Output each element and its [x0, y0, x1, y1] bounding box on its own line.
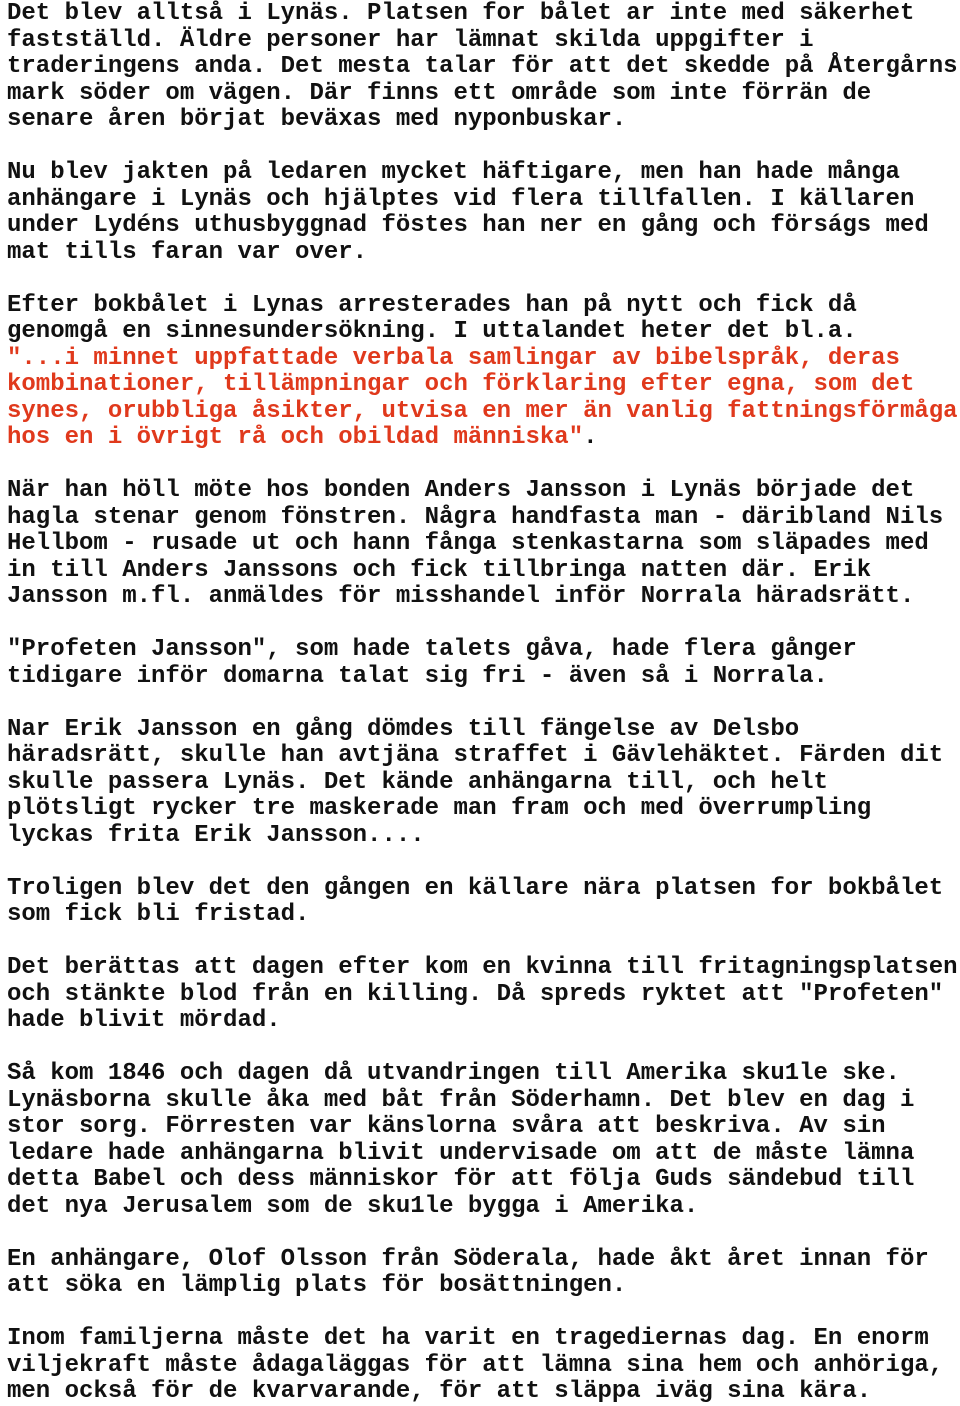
text-line: men också för de kvarvarande, för att släppa iväg sina kära.: [7, 1378, 872, 1405]
text-line: Inom familjerna måste det ha varit en tragediernas dag. En enorm: [7, 1325, 929, 1352]
text-line: att söka en lämplig plats för bosättningen.: [7, 1272, 627, 1299]
text-line: plötsligt rycker tre maskerade man fram och med överrumpling: [7, 795, 872, 822]
text-line: genomgå en sinnesundersökning. I uttalandet heter det bl.a.: [7, 318, 857, 345]
document-page: [0, 1, 960, 1405]
paragraph-stones-thrown: [7, 478, 960, 611]
text-line: hagla stenar genom fönstren. Några handfasta man - däribland Nils: [7, 503, 944, 531]
paragraph-emigration-1846: [7, 1061, 960, 1220]
text-line: stor sorg. Förresten var känslorna svåra att beskriva. Av sin: [7, 1113, 886, 1140]
text-line: mark söder om vägen. Där finns ett område som inte förrän de: [7, 79, 872, 107]
text-line: Efter bokbålet i Lynas arresterades han på nytt och fick då: [7, 291, 857, 319]
text-line: hade blivit mördad.: [7, 1007, 281, 1034]
paragraph-olof-olsson: [7, 1247, 960, 1300]
quote-line: synes, orubbliga åsikter, utvisa en mer än vanlig fattningsförmåga: [7, 397, 958, 425]
text-line: in till Anders Janssons och fick tillbringa natten där. Erik: [7, 556, 872, 584]
text-line: fastställd. Äldre personer har lämnat skilda uppgifter i: [7, 26, 814, 54]
text-line: detta Babel och dess människor för att följa Guds sändebud till: [7, 1166, 915, 1193]
text-line: viljekraft måste ådagaläggas för att lämna sina hem och anhöriga,: [7, 1351, 944, 1379]
paragraph-rescue: [7, 717, 960, 850]
text-line: traderingens anda. Det mesta talar för att det skedde på Återgårns: [7, 53, 958, 80]
text-line: Jansson m.fl. anmäldes för misshandel inför Norrala häradsrätt.: [7, 583, 915, 610]
quote-line: hos en i övrigt rå och obildad människa": [7, 424, 584, 451]
text-line: Troligen blev det den gången en källare nära platsen for bokbålet: [7, 874, 944, 902]
paragraph-cellar-refuge: [7, 876, 960, 929]
text-line: Nar Erik Jansson en gång dömdes till fängelse av Delsbo: [7, 715, 800, 743]
text-line: Så kom 1846 och dagen då utvandringen till Amerika sku1le ske.: [7, 1060, 900, 1087]
quote-line: "...i minnet uppfattade verbala samlingar av bibelspråk, deras: [7, 344, 900, 372]
text-line: det nya Jerusalem som de sku1le bygga i Amerika.: [7, 1192, 699, 1220]
text-line: Det berättas att dagen efter kom en kvinna till fritagningsplatsen: [7, 954, 958, 981]
quote-line: kombinationer, tillämpningar och förklaring efter egna, som det: [7, 371, 915, 398]
text-line: och stänkte blod från en killing. Då spreds ryktet att "Profeten": [7, 980, 944, 1008]
text-line: ledare hade anhängarna blivit undervisade om att de måste lämna: [7, 1139, 915, 1167]
paragraph-hunt-for-leader: [7, 160, 960, 266]
paragraph-psychiatric-quote: [7, 346, 960, 452]
text-line: senare åren börjat beväxas med nyponbuskar.: [7, 106, 627, 133]
text-line: skulle passera Lynäs. Det kände anhängarna till, och helt: [7, 768, 828, 796]
text-line: under Lydéns uthusbyggnad föstes han ner en gång och förságs med: [7, 212, 929, 239]
text-line: När han höll möte hos bonden Anders Jansson i Lynäs började det: [7, 477, 915, 504]
text-line: Det blev alltså i Lynäs. Platsen for bålet ar inte med säkerhet: [7, 0, 915, 27]
text-line: "Profeten Jansson", som hade talets gåva, hade flera gånger: [7, 636, 857, 663]
text-line: häradsrätt, skulle han avtjäna straffet i Gävlehäktet. Färden dit: [7, 742, 944, 769]
quote-end-period: .: [583, 424, 598, 451]
paragraph-bokbalet-location: [7, 1, 960, 134]
paragraph-tragedy: [7, 1326, 960, 1406]
text-line: En anhängare, Olof Olsson från Söderala, hade åkt året innan för: [7, 1245, 929, 1273]
text-line: som fick bli fristad.: [7, 901, 310, 928]
text-line: Lynäsborna skulle åka med båt från Söderhamn. Det blev en dag i: [7, 1086, 915, 1114]
paragraph-arrest: [7, 293, 960, 346]
text-line: anhängare i Lynäs och hjälptes vid flera tillfallen. I källaren: [7, 185, 915, 213]
text-line: tidigare inför domarna talat sig fri - även så i Norrala.: [7, 662, 828, 690]
text-line: mat tills faran var over.: [7, 238, 368, 266]
text-line: lyckas frita Erik Jansson....: [7, 821, 425, 849]
text-line: Hellbom - rusade ut och hann fånga stenkastarna som släpades med: [7, 530, 929, 557]
text-line: Nu blev jakten på ledaren mycket häftigare, men han hade många: [7, 159, 900, 186]
paragraph-profeten-jansson: [7, 637, 960, 690]
paragraph-blood-rumor: [7, 955, 960, 1035]
